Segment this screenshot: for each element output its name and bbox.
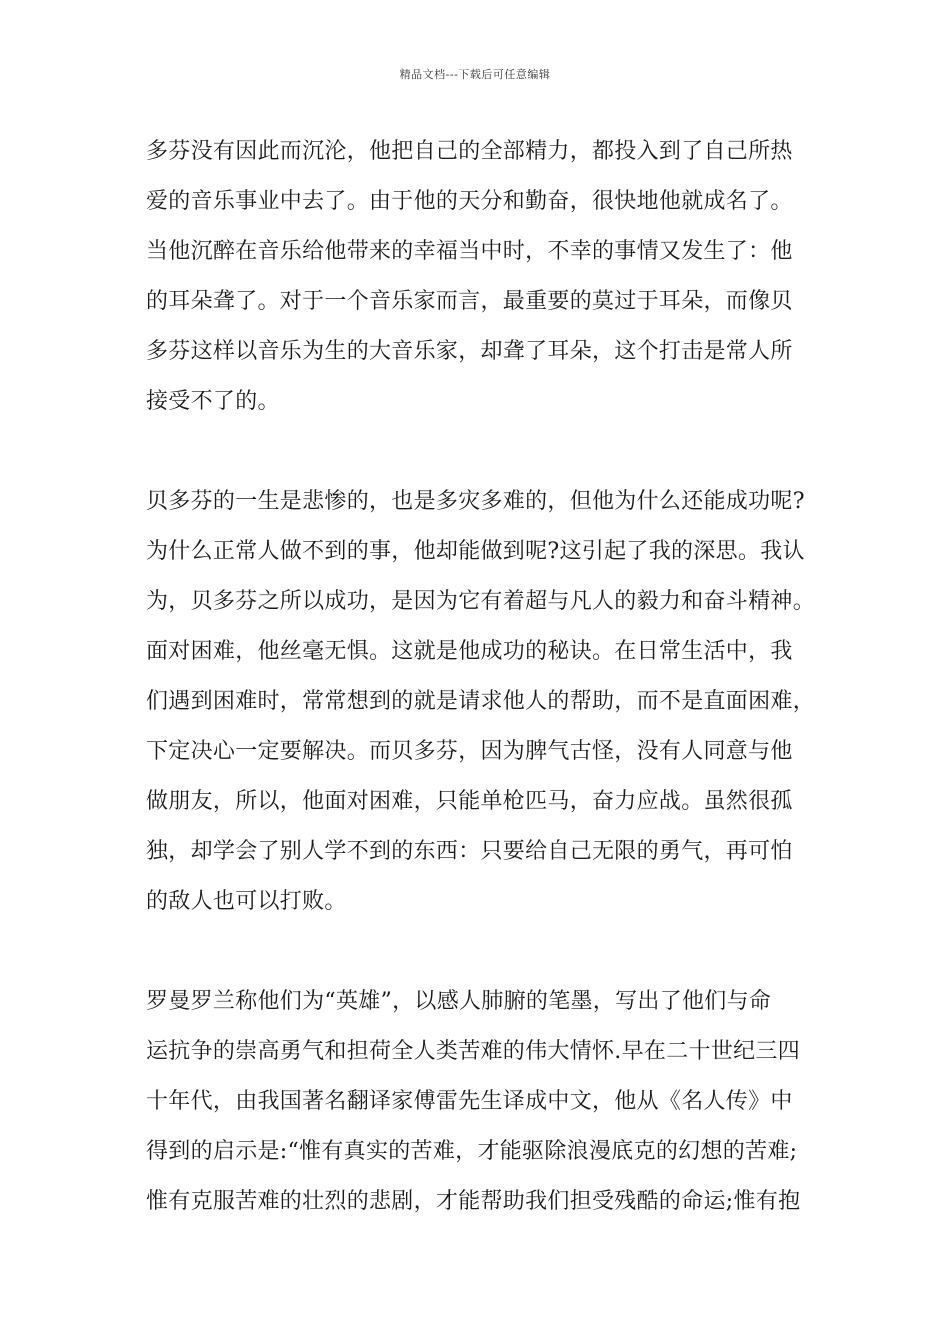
text-line: 的敌人也可以打败。 (146, 889, 347, 914)
text-line: 惟有克服苦难的壮烈的悲剧，才能帮助我们担受残酷的命运;惟有抱 (146, 1189, 801, 1214)
text-line: 下定决心一定要解决。而贝多芬，因为脾气古怪，没有人同意与他 (146, 739, 793, 764)
text-line: 为什么正常人做不到的事，他却能做到呢?这引起了我的深思。我认 (146, 539, 805, 564)
text-line: 们遇到困难时，常常想到的就是请求他人的帮助，而不是直面困难， (146, 689, 816, 714)
text-line: 为，贝多芬之所以成功，是因为它有着超与凡人的毅力和奋斗精神。 (146, 589, 816, 614)
paragraph (146, 477, 815, 927)
text-line: 接受不了的。 (146, 389, 280, 414)
paragraph (146, 127, 793, 427)
text-line: 多芬这样以音乐为生的大音乐家，却聋了耳朵，这个打击是常人所 (146, 339, 793, 364)
text-line: 运抗争的崇高勇气和担荷全人类苦难的伟大情怀.早在二十世纪三四 (146, 1039, 800, 1064)
text-line: 的耳朵聋了。对于一个音乐家而言，最重要的莫过于耳朵，而像贝 (146, 289, 793, 314)
page-header: 精品文档---下载后可任意编辑 (399, 68, 551, 81)
paragraph (146, 977, 800, 1227)
text-line: 多芬没有因此而沉沦，他把自己的全部精力，都投入到了自己所热 (146, 139, 793, 164)
text-line: 当他沉醉在音乐给他带来的幸福当中时，不幸的事情又发生了：他 (146, 239, 793, 264)
text-line: 贝多芬的一生是悲惨的，也是多灾多难的，但他为什么还能成功呢? (146, 489, 805, 514)
text-line: 爱的音乐事业中去了。由于他的天分和勤奋，很快地他就成名了。 (146, 189, 793, 214)
text-line: 做朋友，所以，他面对困难，只能单枪匹马，奋力应战。虽然很孤 (146, 789, 793, 814)
text-line: 罗曼罗兰称他们为“英雄”，以感人肺腑的笔墨，写出了他们与命 (146, 989, 772, 1014)
text-line: 面对困难，他丝毫无惧。这就是他成功的秘诀。在日常生活中，我 (146, 639, 793, 664)
text-line: 独，却学会了别人学不到的东西：只要给自己无限的勇气，再可怕 (146, 839, 793, 864)
text-line: 十年代，由我国著名翻译家傅雷先生译成中文，他从《名人传》中 (146, 1089, 793, 1114)
text-line: 得到的启示是:“惟有真实的苦难，才能驱除浪漫底克的幻想的苦难; (146, 1139, 798, 1164)
